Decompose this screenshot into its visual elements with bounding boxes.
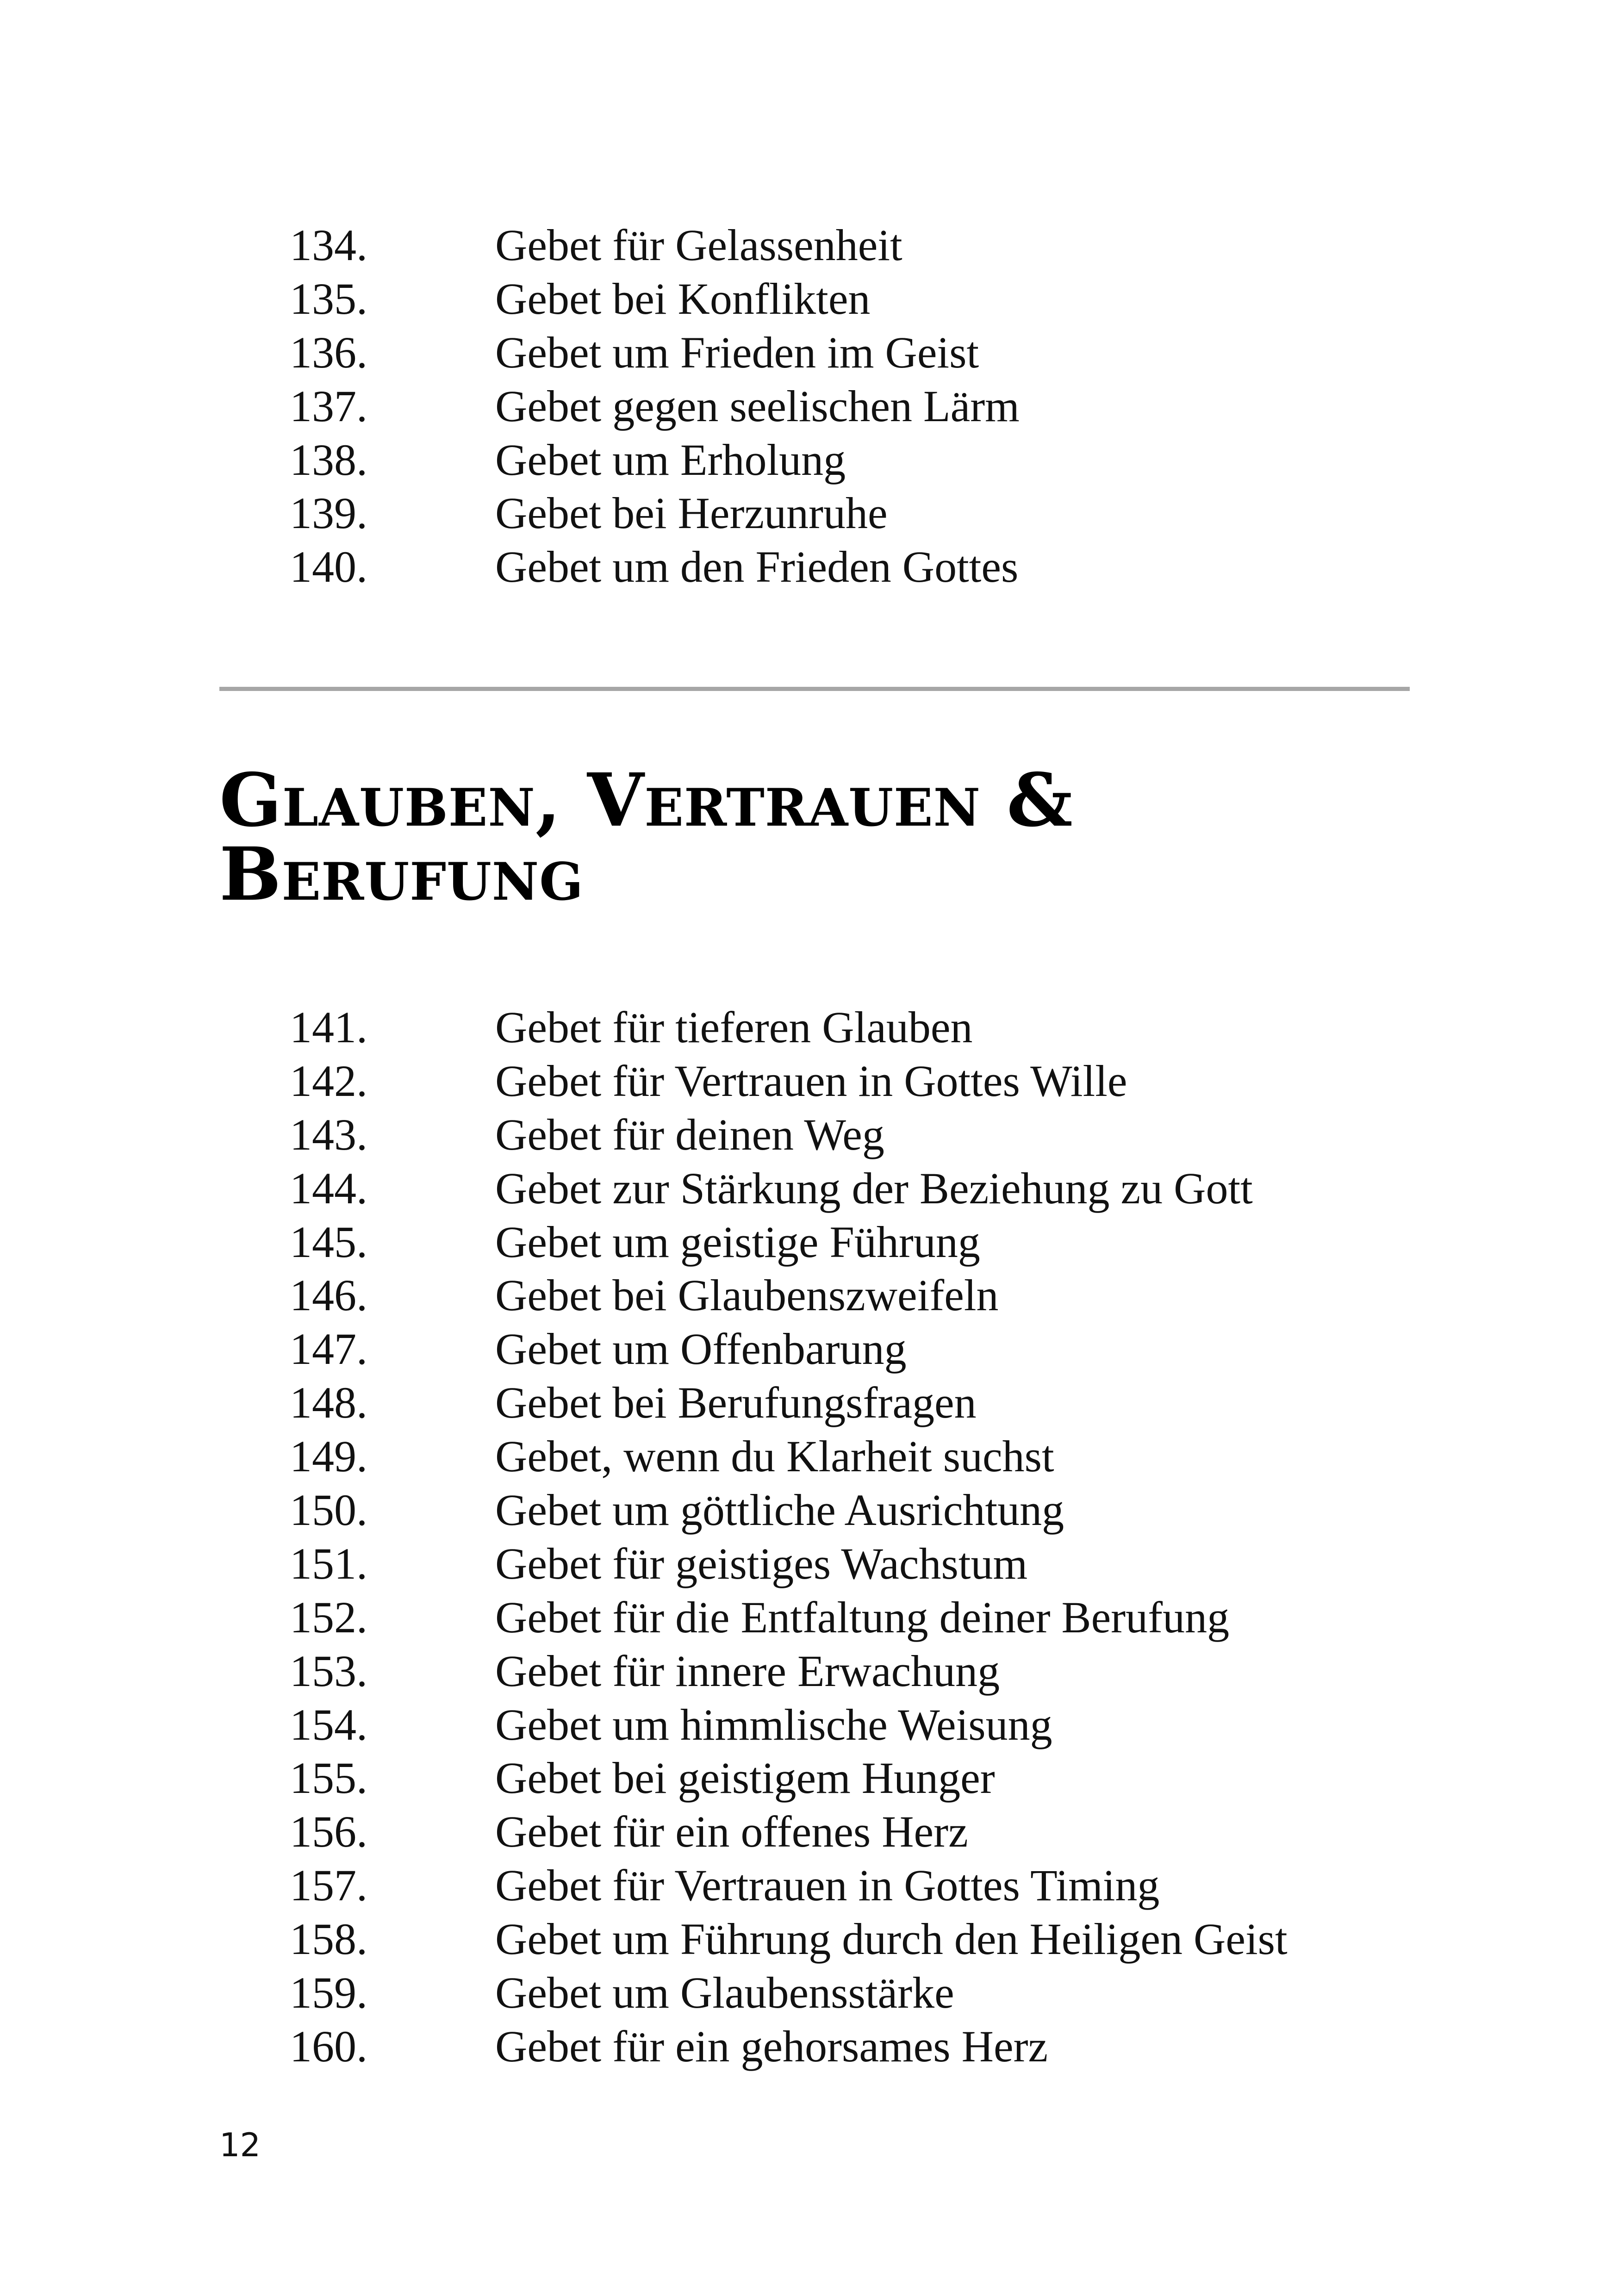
list-item-title: Gebet bei Berufungsfragen <box>495 1378 977 1428</box>
list-item-title: Gebet für tieferen Glauben <box>495 1002 973 1052</box>
list-item-number: 143. <box>290 1109 367 1159</box>
list-item-title: Gebet um Offenbarung <box>495 1324 907 1374</box>
list-item-number: 158. <box>290 1914 367 1964</box>
list-item-title: Gebet um göttliche Ausrichtung <box>495 1485 1064 1535</box>
list-item-title: Gebet um Erholung <box>495 435 846 485</box>
list-item-number: 137. <box>290 381 367 431</box>
list-item-number: 157. <box>290 1860 367 1910</box>
list-item-number: 136. <box>290 327 367 377</box>
list-item-number: 155. <box>290 1753 367 1803</box>
list-item-title: Gebet um geistige Führung <box>495 1217 980 1267</box>
list-item-number: 135. <box>290 274 367 324</box>
section-divider <box>219 687 1410 691</box>
list-item-title: Gebet für die Entfaltung deiner Berufung <box>495 1592 1230 1642</box>
list-item-number: 148. <box>290 1378 367 1428</box>
list-item-number: 142. <box>290 1056 367 1106</box>
list-item-title: Gebet, wenn du Klarheit suchst <box>495 1431 1054 1481</box>
list-item-number: 139. <box>290 488 367 538</box>
list-item-number: 156. <box>290 1807 367 1857</box>
list-item-title: Gebet um Glaubensstärke <box>495 1968 954 2018</box>
list-item-title: Gebet um Führung durch den Heiligen Geist <box>495 1914 1288 1964</box>
list-item-title: Gebet bei Konflikten <box>495 274 871 324</box>
list-item-title: Gebet zur Stärkung der Beziehung zu Gott <box>495 1163 1253 1213</box>
list-item-title: Gebet für ein gehorsames Herz <box>495 2021 1048 2071</box>
section-heading-line-1: Glauben, Vertrauen & <box>219 758 1073 843</box>
list-item-number: 154. <box>290 1699 367 1749</box>
list-item-title: Gebet für deinen Weg <box>495 1109 884 1159</box>
list-item-title: Gebet für geistiges Wachstum <box>495 1538 1028 1588</box>
list-item-title: Gebet bei Herzunruhe <box>495 488 888 538</box>
list-item-number: 140. <box>290 542 367 592</box>
list-item-title: Gebet um Frieden im Geist <box>495 327 979 377</box>
list-item-title: Gebet für Vertrauen in Gottes Wille <box>495 1056 1127 1106</box>
list-item-number: 150. <box>290 1485 367 1535</box>
list-item-number: 144. <box>290 1163 367 1213</box>
list-item-number: 153. <box>290 1646 367 1696</box>
list-item-title: Gebet gegen seelischen Lärm <box>495 381 1020 431</box>
list-item-title: Gebet bei Glaubenszweifeln <box>495 1270 999 1320</box>
list-item-number: 152. <box>290 1592 367 1642</box>
list-item-number: 145. <box>290 1217 367 1267</box>
list-item-number: 147. <box>290 1324 367 1374</box>
list-item-title: Gebet für Gelassenheit <box>495 220 902 270</box>
list-item-title: Gebet für innere Erwachung <box>495 1646 1000 1696</box>
list-item-number: 160. <box>290 2021 367 2071</box>
section-heading <box>219 758 1469 917</box>
page-number: 12 <box>219 2126 261 2164</box>
section-heading-line-2: Berufung <box>219 832 584 917</box>
list-item-title: Gebet bei geistigem Hunger <box>495 1753 995 1803</box>
list-item-number: 138. <box>290 435 367 485</box>
list-item-number: 134. <box>290 220 367 270</box>
list-item-title: Gebet für ein offenes Herz <box>495 1807 968 1857</box>
list-item-number: 151. <box>290 1538 367 1588</box>
list-item-number: 159. <box>290 1968 367 2018</box>
list-item-number: 141. <box>290 1002 367 1052</box>
list-item-number: 146. <box>290 1270 367 1320</box>
list-item-title: Gebet um himmlische Weisung <box>495 1699 1052 1749</box>
list-item-title: Gebet für Vertrauen in Gottes Timing <box>495 1860 1160 1910</box>
list-item-title: Gebet um den Frieden Gottes <box>495 542 1019 592</box>
list-item-number: 149. <box>290 1431 367 1481</box>
